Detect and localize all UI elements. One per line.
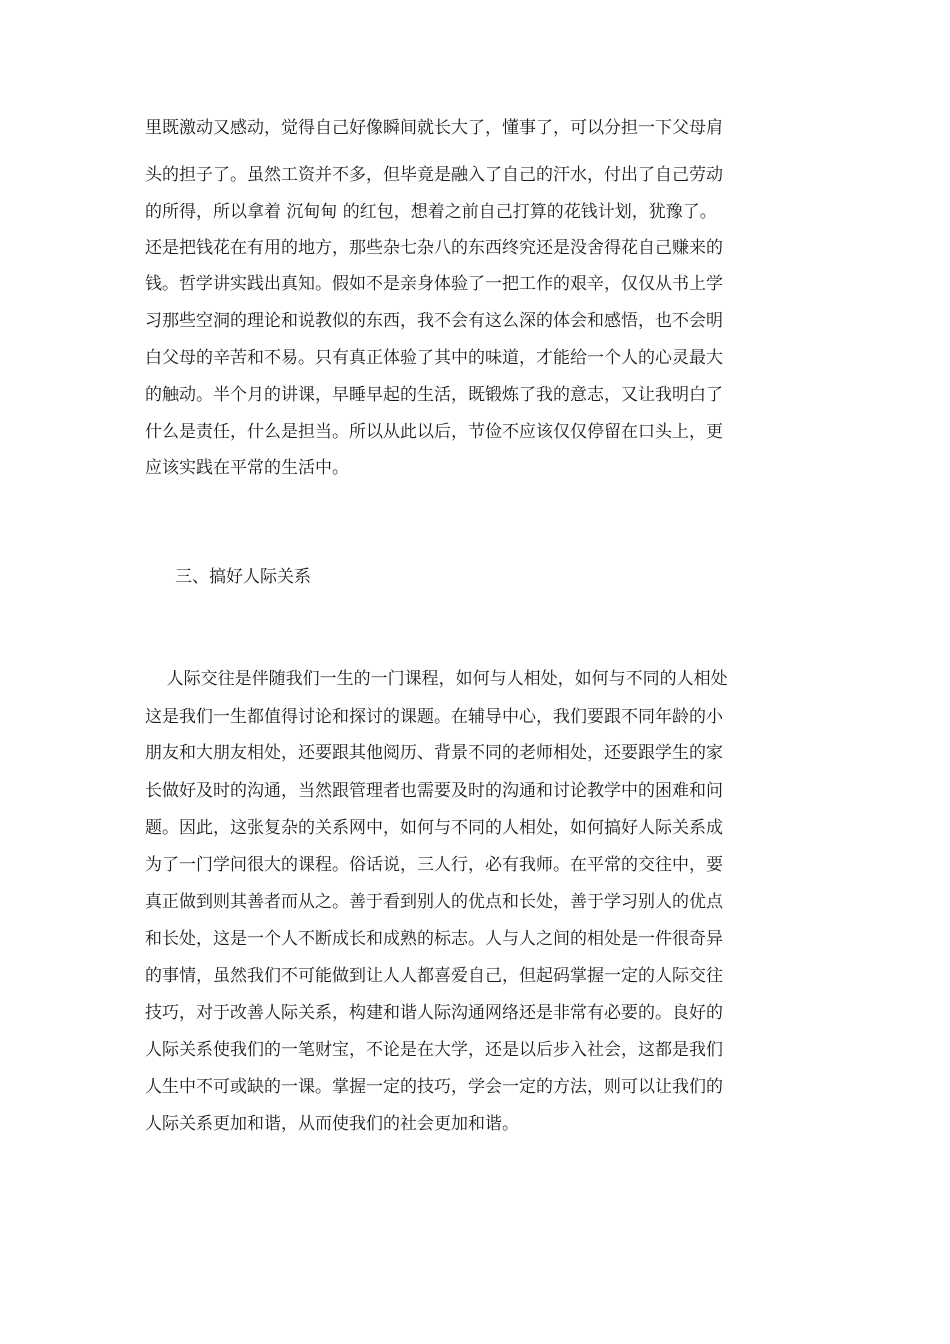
paragraph-2-line: 题。因此，这张复杂的关系网中，如何与不同的人相处，如何搞好人际关系成: [145, 818, 723, 838]
paragraph-2-line: 人际交往是伴随我们一生的一门课程，如何与人相处，如何与不同的人相处: [145, 669, 728, 689]
paragraph-1-line: 里既激动又感动，觉得自己好像瞬间就长大了，懂事了，可以分担一下父母肩: [145, 118, 723, 138]
paragraph-1-line: 的触动。半个月的讲课，早睡早起的生活，既锻炼了我的意志，又让我明白了: [145, 385, 723, 405]
paragraph-1-line: 还是把钱花在有用的地方，那些杂七杂八的东西终究还是没舍得花自己赚来的: [145, 238, 723, 258]
paragraph-2-line: 为了一门学问很大的课程。俗话说，三人行，必有我师。在平常的交往中，要: [145, 855, 723, 875]
paragraph-2-line: 人际关系更加和谐，从而使我们的社会更加和谐。: [145, 1114, 519, 1134]
paragraph-1-line: 的所得，所以拿着 沉甸甸 的红包，想着之前自己打算的花钱计划，犹豫了。: [145, 202, 717, 222]
paragraph-2-line: 人生中不可或缺的一课。掌握一定的技巧，学会一定的方法，则可以让我们的: [145, 1077, 723, 1097]
section-heading: 三、搞好人际关系: [175, 567, 311, 587]
paragraph-2-line: 的事情，虽然我们不可能做到让人人都喜爱自己，但起码掌握一定的人际交往: [145, 966, 723, 986]
paragraph-1-line: 什么是责任，什么是担当。所以从此以后，节俭不应该仅仅停留在口头上，更: [145, 422, 723, 442]
paragraph-1-line: 头的担子了。虽然工资并不多，但毕竟是融入了自己的汗水，付出了自己劳动: [145, 165, 723, 185]
paragraph-2-line: 和长处，这是一个人不断成长和成熟的标志。人与人之间的相处是一件很奇异: [145, 929, 723, 949]
paragraph-2-line: 长做好及时的沟通，当然跟管理者也需要及时的沟通和讨论教学中的困难和问: [145, 781, 723, 801]
paragraph-2-line: 人际关系使我们的一笔财宝，不论是在大学，还是以后步入社会，这都是我们: [145, 1040, 723, 1060]
paragraph-2-line: 这是我们一生都值得讨论和探讨的课题。在辅导中心，我们要跟不同年龄的小: [145, 707, 723, 727]
paragraph-2-line: 真正做到则其善者而从之。善于看到别人的优点和长处，善于学习别人的优点: [145, 892, 723, 912]
paragraph-2-line: 技巧，对于改善人际关系，构建和谐人际沟通网络还是非常有必要的。良好的: [145, 1003, 723, 1023]
paragraph-2-line: 朋友和大朋友相处，还要跟其他阅历、背景不同的老师相处，还要跟学生的家: [145, 743, 723, 763]
paragraph-1-line: 习那些空洞的理论和说教似的东西，我不会有这么深的体会和感悟，也不会明: [145, 311, 723, 331]
paragraph-1-line: 钱。哲学讲实践出真知。假如不是亲身体验了一把工作的艰辛，仅仅从书上学: [145, 274, 723, 294]
paragraph-1-line: 白父母的辛苦和不易。只有真正体验了其中的味道，才能给一个人的心灵最大: [145, 348, 723, 368]
paragraph-1-line: 应该实践在平常的生活中。: [145, 458, 349, 478]
